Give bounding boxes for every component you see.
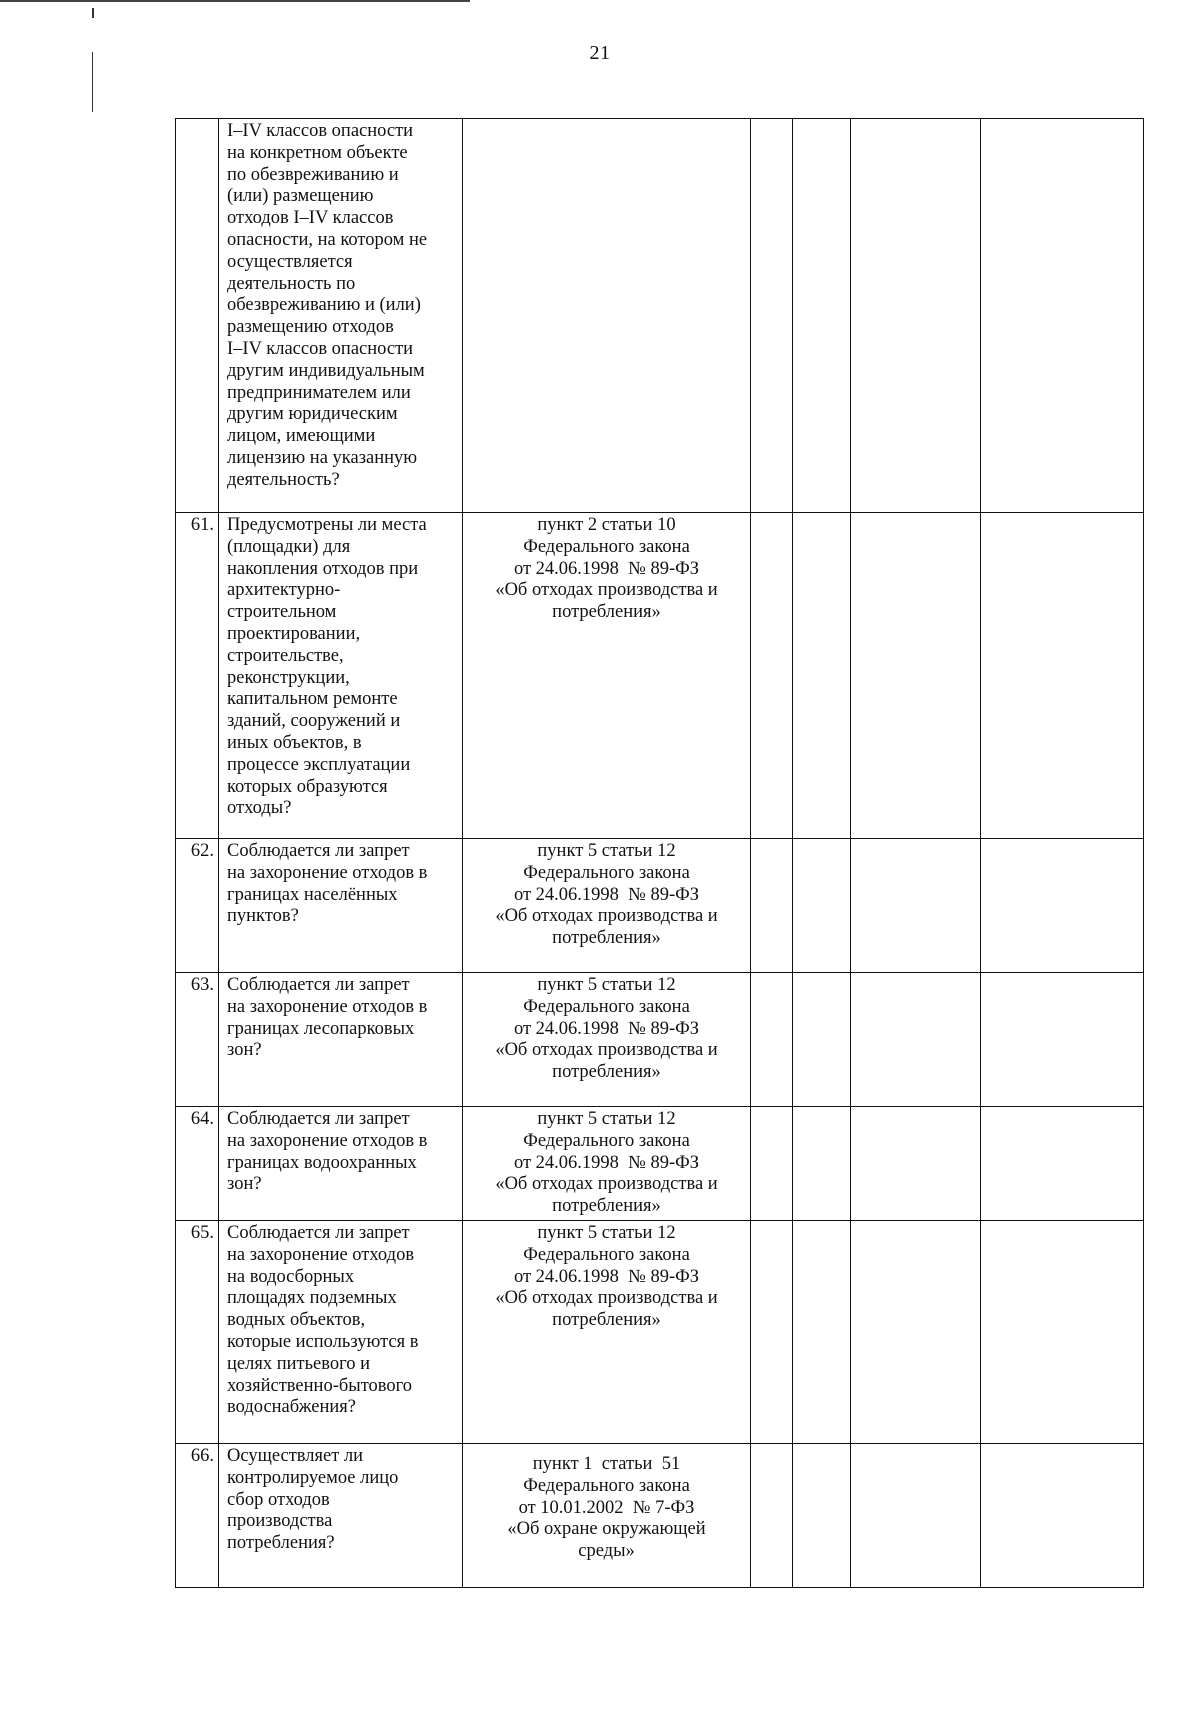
answer-no-cell[interactable] [793,119,851,513]
answer-yes-cell[interactable] [751,839,793,973]
reference-line: потребления» [552,1196,661,1217]
question-line: Соблюдается ли запрет [227,975,410,995]
question-line: отходов I–IV классов [227,208,394,229]
question-line: предпринимателем или [227,382,411,403]
reference-line: Федерального закона [523,862,690,883]
question-line: водных объектов, [227,1310,366,1331]
row-number-cell: 65. [176,1220,219,1443]
question-line: пунктов? [227,906,299,927]
question-line: обезвреживанию и (или) [227,295,421,316]
reference-line: потребления» [552,1062,661,1083]
reference-line: потребления» [552,1310,661,1331]
reference-line: «Об отходах производства и [495,580,718,601]
note-cell[interactable] [981,839,1144,973]
reference-line: «Об отходах производства и [495,1040,718,1061]
legal-reference-cell [463,1443,751,1587]
question-line: зон? [227,1174,262,1195]
reference-line: от 24.06.1998 № 89-ФЗ [513,1152,700,1173]
question-cell [219,1443,463,1587]
reference-line: «Об отходах производства и [495,906,718,927]
reference-line: Федерального закона [523,996,690,1017]
question-cell [219,119,463,513]
question-line: границах водоохранных [227,1152,417,1173]
answer-na-cell[interactable] [851,839,981,973]
question-line: проектировании, [227,623,361,644]
table-row [176,1443,1144,1587]
question-line: на захоронение отходов в [227,862,428,883]
answer-no-cell[interactable] [793,839,851,973]
answer-yes-cell[interactable] [751,1443,793,1587]
reference-line: пункт 1 статьи 51 [532,1453,681,1474]
table-row [176,1220,1144,1443]
row-number-cell: 66. [176,1443,219,1587]
question-line: капитальном ремонте [227,689,398,710]
note-cell[interactable] [981,119,1144,513]
question-line: размещению отходов [227,317,394,338]
reference-line: Федерального закона [523,1475,690,1496]
reference-line: от 24.06.1998 № 89-ФЗ [513,884,700,905]
question-line: Предусмотрены ли места [227,515,427,535]
row-number-cell: 62. [176,839,219,973]
question-line: деятельность? [227,469,340,490]
reference-line: потребления» [552,602,661,623]
question-line: которых образуются [227,776,388,797]
question-line: реконструкции, [227,667,350,688]
answer-no-cell[interactable] [793,1443,851,1587]
reference-line: Федерального закона [523,536,690,557]
reference-line: пункт 5 статьи 12 [537,1222,676,1243]
reference-line: от 24.06.1998 № 89-ФЗ [513,558,700,579]
question-line: по обезвреживанию и [227,164,399,185]
question-line: Осуществляет ли [227,1445,364,1466]
question-line: строительном [227,602,337,623]
question-cell [219,973,463,1107]
legal-reference-cell [463,839,751,973]
question-line: производства [227,1511,333,1532]
question-line: строительстве, [227,645,344,666]
legal-reference-cell [463,513,751,839]
reference-line: пункт 5 статьи 12 [537,1109,676,1129]
reference-line: «Об отходах производства и [495,1174,718,1195]
question-line: границах лесопарковых [227,1018,415,1039]
question-line: другим юридическим [227,404,398,425]
note-cell[interactable] [981,513,1144,839]
answer-no-cell[interactable] [793,513,851,839]
question-cell [219,1220,463,1443]
reference-line: Федерального закона [523,1130,690,1151]
answer-no-cell[interactable] [793,1107,851,1221]
note-cell[interactable] [981,1107,1144,1221]
answer-na-cell[interactable] [851,1220,981,1443]
question-line: на захоронение отходов в [227,1130,428,1151]
question-line: Соблюдается ли запрет [227,841,410,861]
question-line: другим индивидуальным [227,360,425,381]
reference-line: «Об охране окружающей [507,1519,706,1540]
reference-line: от 10.01.2002 № 7-ФЗ [518,1497,695,1518]
scan-margin-mark [92,8,94,18]
reference-line: среды» [578,1541,635,1562]
reference-line: от 24.06.1998 № 89-ФЗ [513,1018,700,1039]
answer-na-cell[interactable] [851,973,981,1107]
answer-na-cell[interactable] [851,513,981,839]
checklist-table [175,118,1144,1588]
row-number-cell: 64. [176,1107,219,1221]
answer-yes-cell[interactable] [751,119,793,513]
question-line: на конкретном объекте [227,142,408,163]
question-cell [219,1107,463,1221]
note-cell[interactable] [981,973,1144,1107]
question-line: лицом, имеющими [227,426,376,447]
answer-no-cell[interactable] [793,1220,851,1443]
table-row [176,839,1144,973]
legal-reference-cell [463,1107,751,1221]
question-line: накопления отходов при [227,558,419,579]
row-number-cell: 63. [176,973,219,1107]
question-line: I–IV классов опасности [227,121,414,141]
note-cell[interactable] [981,1443,1144,1587]
question-line: отходы? [227,798,292,819]
question-line: целях питьевого и [227,1353,371,1374]
question-line: на захоронение отходов в [227,996,428,1017]
table-row [176,1107,1144,1221]
question-line: деятельность по [227,273,356,294]
reference-line: «Об отходах производства и [495,1288,718,1309]
question-line: которые используются в [227,1331,419,1352]
question-line: (площадки) для [227,536,351,557]
question-cell [219,513,463,839]
question-line: опасности, на котором не [227,229,428,250]
question-line: водоснабжения? [227,1397,356,1418]
question-line: зданий, сооружений и [227,711,401,732]
question-line: сбор отходов [227,1489,330,1510]
question-line: Соблюдается ли запрет [227,1109,410,1129]
question-line: архитектурно- [227,580,341,601]
row-number-cell [176,119,219,513]
question-cell [219,839,463,973]
answer-yes-cell[interactable] [751,973,793,1107]
row-number-cell: 61. [176,513,219,839]
legal-reference-cell [463,1220,751,1443]
question-line: хозяйственно-бытового [227,1375,413,1396]
answer-na-cell[interactable] [851,1107,981,1221]
reference-line: потребления» [552,928,661,949]
answer-na-cell[interactable] [851,1443,981,1587]
question-line: площадях подземных [227,1288,397,1309]
page-number: 21 [589,42,611,64]
scan-top-rule [0,0,470,2]
reference-line: пункт 2 статьи 10 [537,515,676,535]
note-cell[interactable] [981,1220,1144,1443]
answer-yes-cell[interactable] [751,1220,793,1443]
answer-yes-cell[interactable] [751,513,793,839]
table-row [176,513,1144,839]
question-line: границах населённых [227,884,398,905]
legal-reference-cell [463,973,751,1107]
question-line: зон? [227,1040,262,1061]
answer-no-cell[interactable] [793,973,851,1107]
question-line: осуществляется [227,251,353,272]
answer-na-cell[interactable] [851,119,981,513]
question-line: иных объектов, в [227,732,362,753]
reference-line: от 24.06.1998 № 89-ФЗ [513,1266,700,1287]
table-row [176,973,1144,1107]
question-line: процессе эксплуатации [227,754,411,775]
reference-line: пункт 5 статьи 12 [537,841,676,861]
question-line: лицензию на указанную [227,447,418,468]
table-row [176,119,1144,513]
question-line: на захоронение отходов [227,1244,415,1265]
reference-line: пункт 5 статьи 12 [537,975,676,995]
reference-line: Федерального закона [523,1244,690,1265]
question-line: на водосборных [227,1266,355,1287]
question-line: контролируемое лицо [227,1467,399,1488]
question-line: I–IV классов опасности [227,338,414,359]
legal-reference-cell [463,119,751,513]
question-line: Соблюдается ли запрет [227,1222,410,1243]
question-line: (или) размещению [227,186,374,207]
question-line: потребления? [227,1533,335,1554]
answer-yes-cell[interactable] [751,1107,793,1221]
